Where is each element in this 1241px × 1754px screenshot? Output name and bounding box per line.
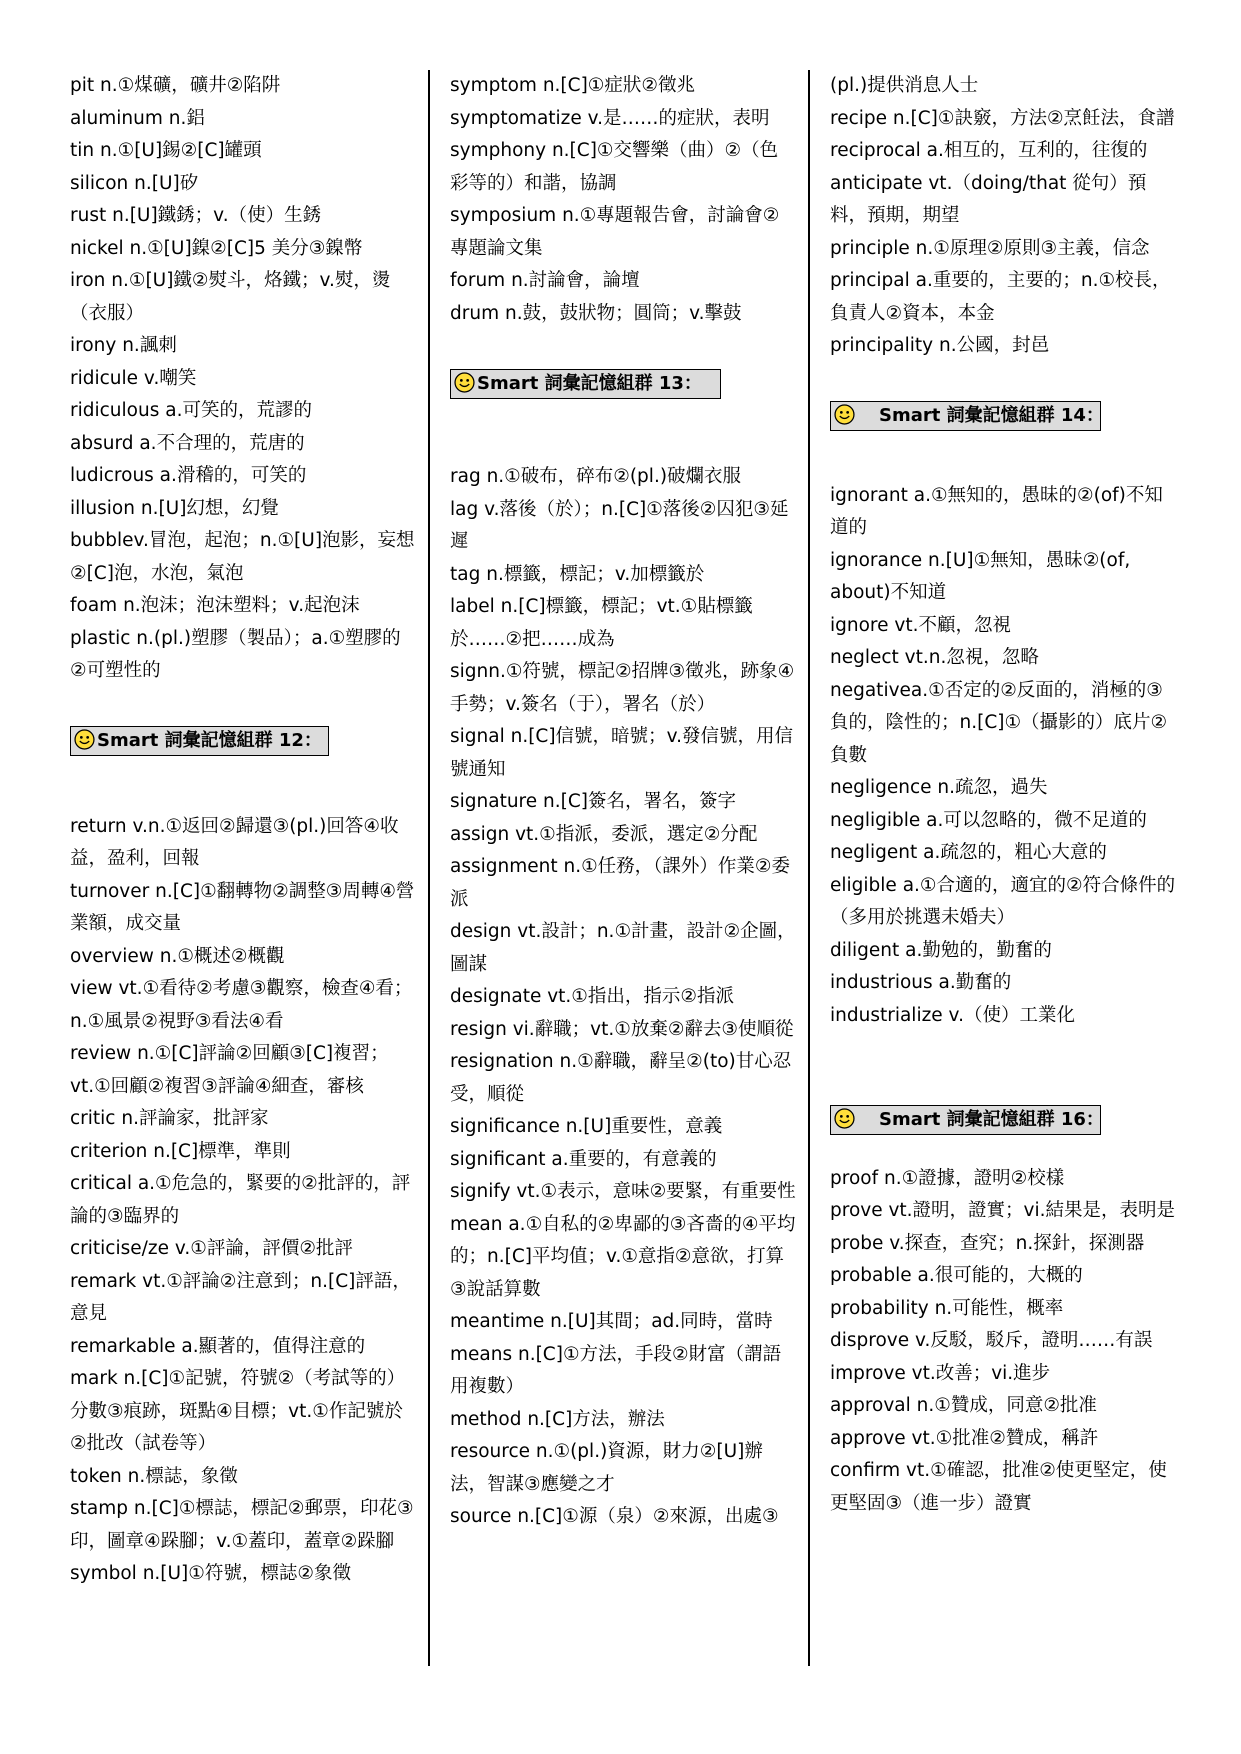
vocab-entry: irony n.諷刺 xyxy=(70,335,177,356)
vocab-entry: foam n.泡沫；泡沫塑料；v.起泡沫 xyxy=(70,595,360,616)
vocab-entry: principle n.①原理②原則③主義，信念 xyxy=(830,237,1150,259)
vocab-entry: return v.n.①返回②歸還③(pl.)回答④收益，盈利，回報 xyxy=(70,815,399,869)
vocab-entry: critical a.①危急的，緊要的②批評的，評論的③臨界的 xyxy=(70,1173,411,1227)
vocab-entry: token n.標誌，象徵 xyxy=(70,1465,238,1487)
vocab-entry: prove vt.證明，證實；vi.結果是，表明是 xyxy=(830,1200,1176,1221)
vocab-entry: neglect vt.n.忽視，忽略 xyxy=(830,647,1039,668)
vocab-list-col2-part1 xyxy=(450,70,796,330)
vocab-entry: symbol n.[U]①符號，標誌②象徵 xyxy=(70,1563,351,1584)
vocab-entry: meantime n.[U]其間；ad.同時，當時 xyxy=(450,1311,773,1332)
vocab-entry: bubblev.冒泡，起泡；n.①[U]泡影，妄想②[C]泡，水泡，氣泡 xyxy=(70,530,415,584)
vocab-entry: pit n.①煤礦，礦井②陷阱 xyxy=(70,75,281,96)
vocab-entry: assign vt.①指派，委派，選定②分配 xyxy=(450,823,758,845)
vocab-entry: principal a.重要的，主要的；n.①校長，負責人②資本，本金 xyxy=(830,270,1171,324)
vocab-entry: forum n.討論會，論壇 xyxy=(450,270,640,291)
vocab-entry: source n.[C]①源（泉）②來源，出處③ xyxy=(450,1506,779,1527)
vocab-entry: aluminum n.鋁 xyxy=(70,107,205,129)
column-divider-right xyxy=(808,70,810,1666)
vocab-list-col2-part2 xyxy=(450,461,796,1534)
vocab-entry: silicon n.[U]矽 xyxy=(70,172,199,194)
vocab-entry: symptomatize v.是……的症狀，表明 xyxy=(450,107,770,129)
vocab-entry: ridicule v.嘲笑 xyxy=(70,367,197,389)
vocab-entry: stamp n.[C]①標誌，標記②郵票，印花③印，圖章④跺腳；v.①蓋印，蓋章②跺腳 xyxy=(70,1498,414,1552)
vocab-entry: diligent a.勤勉的，勤奮的 xyxy=(830,939,1052,961)
vocab-entry: ignore vt.不顧，忽視 xyxy=(830,614,1011,636)
vocab-entry: signify vt.①表示，意味②要緊，有重要性 xyxy=(450,1181,796,1202)
section-box-12 xyxy=(70,726,329,756)
vocab-entry: view vt.①看待②考慮③觀察，檢查④看；n.①風景②視野③看法④看 xyxy=(70,978,413,1032)
smiley-icon xyxy=(74,729,95,750)
vocab-entry: assignment n.①任務，（課外）作業②委派 xyxy=(450,856,791,910)
vocab-entry: remarkable a.顯著的，值得注意的 xyxy=(70,1335,366,1357)
vocab-entry: probe v.探查，查究；n.探針，探測器 xyxy=(830,1232,1145,1254)
vocab-entry: probable a.很可能的，大概的 xyxy=(830,1265,1083,1286)
vocab-entry: proof n.①證據，證明②校樣 xyxy=(830,1167,1065,1189)
vocab-entry: recipe n.[C]①訣竅，方法②烹飪法，食譜 xyxy=(830,107,1175,129)
vocab-entry: eligible a.①合適的，適宜的②符合條件的（多用於挑選未婚夫） xyxy=(830,874,1176,928)
section-title-14: Smart 詞彙記憶組群 14： xyxy=(879,405,1104,426)
vocab-entry: negativea.①否定的②反面的，消極的③負的，陰性的；n.[C]①（攝影的）底片②負數 xyxy=(830,679,1168,766)
vocab-list-col3-part1 xyxy=(830,70,1176,363)
vocab-entry: significance n.[U]重要性，意義 xyxy=(450,1116,723,1137)
vocab-entry: rag n.①破布，碎布②(pl.)破爛衣服 xyxy=(450,466,742,487)
vocab-entry: resignation n.①辭職，辭呈②(to)甘心忍受，順從 xyxy=(450,1051,792,1105)
column-left xyxy=(70,70,416,1591)
vocab-list-col3-part3 xyxy=(830,1163,1176,1521)
vocab-entry: (pl.)提供消息人士 xyxy=(830,75,979,96)
vocab-entry: approval n.①贊成，同意②批准 xyxy=(830,1395,1097,1416)
vocab-entry: improve vt.改善；vi.進步 xyxy=(830,1362,1051,1384)
column-divider-left xyxy=(428,70,430,1666)
section-box-13 xyxy=(450,369,721,399)
column-right xyxy=(830,70,1176,1520)
vocab-entry: tag n.標籤，標記；v.加標籤於 xyxy=(450,563,705,585)
column-middle xyxy=(450,70,796,1534)
vocab-entry: mark n.[C]①記號，符號②（考試等的）分數③痕跡，斑點④目標；vt.①作記號於②批改（試卷等） xyxy=(70,1368,406,1454)
vocab-entry: signn.①符號，標記②招牌③徵兆，跡象④手勢；v.簽名（于），署名（於） xyxy=(450,661,795,715)
section-title-16: Smart 詞彙記憶組群 16： xyxy=(879,1108,1104,1130)
vocab-entry: symposium n.①專題報告會，討論會②專題論文集 xyxy=(450,205,780,259)
vocab-list-col3-part2 xyxy=(830,480,1176,1033)
vocab-list-col1-part1 xyxy=(70,70,416,688)
vocab-entry: ignorance n.[U]①無知，愚昧②(of, about)不知道 xyxy=(830,549,1131,603)
vocab-entry: ignorant a.①無知的，愚昧的②(of)不知道的 xyxy=(830,484,1163,538)
section-box-14 xyxy=(830,401,1104,431)
section-box-16 xyxy=(830,1105,1104,1135)
vocab-entry: mean a.①自私的②卑鄙的③吝嗇的④平均的；n.[C]平均值；v.①意指②意欲，打算③說話算數 xyxy=(450,1213,796,1300)
vocab-entry: negligence n.疏忽，過失 xyxy=(830,777,1048,798)
vocab-entry: means n.[C]①方法，手段②財富（謂語用複數） xyxy=(450,1343,782,1397)
vocab-entry: plastic n.(pl.)塑膠（製品）；a.①塑膠的②可塑性的 xyxy=(70,627,401,681)
smiley-icon xyxy=(834,404,855,425)
vocab-entry: designate vt.①指出，指示②指派 xyxy=(450,986,734,1007)
section-title-13: Smart 詞彙記憶組群 13： xyxy=(477,372,702,394)
vocab-entry: illusion n.[U]幻想，幻覺 xyxy=(70,497,279,519)
vocab-entry: method n.[C]方法，辦法 xyxy=(450,1408,665,1430)
vocab-entry: negligent a.疏忽的，粗心大意的 xyxy=(830,842,1107,863)
vocab-entry: tin n.①[U]錫②[C]罐頭 xyxy=(70,140,262,161)
vocab-entry: industrialize v.（使）工業化 xyxy=(830,1004,1075,1026)
vocab-entry: nickel n.①[U]鎳②[C]5 美分③鎳幣 xyxy=(70,237,363,259)
vocab-entry: disprove v.反駁，駁斥，證明……有誤 xyxy=(830,1330,1153,1351)
smiley-icon xyxy=(454,372,475,393)
vocab-entry: signature n.[C]簽名，署名，簽字 xyxy=(450,791,736,812)
vocab-entry: iron n.①[U]鐵②熨斗，烙鐵；v.熨，燙（衣服） xyxy=(70,270,391,324)
vocab-entry: probability n.可能性，概率 xyxy=(830,1297,1064,1319)
vocab-entry: overview n.①概述②概觀 xyxy=(70,945,285,967)
vocab-entry: reciprocal a.相互的，互利的，往復的 xyxy=(830,140,1148,161)
vocab-entry: review n.①[C]評論②回顧③[C]複習；vt.①回顧②複習③評論④細查，審核 xyxy=(70,1043,389,1097)
smiley-icon xyxy=(834,1108,855,1129)
vocab-entry: symptom n.[C]①症狀②徵兆 xyxy=(450,75,695,96)
vocab-entry: drum n.鼓，鼓狀物；圓筒；v.擊鼓 xyxy=(450,302,742,324)
vocab-list-col1-part2 xyxy=(70,811,416,1591)
vocab-entry: signal n.[C]信號，暗號；v.發信號，用信號通知 xyxy=(450,726,793,780)
vocab-entry: confirm vt.①確認，批准②使更堅定，使更堅固③（進一步）證實 xyxy=(830,1460,1167,1514)
vocab-entry: lag v.落後（於）；n.[C]①落後②囚犯③延遲 xyxy=(450,498,789,552)
vocab-entry: ridiculous a.可笑的，荒謬的 xyxy=(70,400,312,421)
vocab-entry: design vt.設計；n.①計畫，設計②企圖，圖謀 xyxy=(450,921,796,975)
vocab-entry: negligible a.可以忽略的，微不足道的 xyxy=(830,809,1147,831)
vocab-entry: rust n.[U]鐵銹；v.（使）生銹 xyxy=(70,205,322,226)
vocab-entry: industrious a.勤奮的 xyxy=(830,972,1012,993)
vocab-entry: principality n.公國，封邑 xyxy=(830,335,1050,356)
section-title-12: Smart 詞彙記憶組群 12： xyxy=(97,730,322,751)
vocab-entry: turnover n.[C]①翻轉物②調整③周轉④營業額，成交量 xyxy=(70,880,415,934)
vocab-entry: resource n.①(pl.)資源，財力②[U]辦法，智謀③應變之才 xyxy=(450,1441,763,1495)
vocab-entry: critic n.評論家，批評家 xyxy=(70,1108,269,1129)
vocab-entry: criticise/ze v.①評論，評價②批評 xyxy=(70,1238,353,1259)
vocab-entry: symphony n.[C]①交響樂（曲）②（色彩等的）和諧，協調 xyxy=(450,140,779,194)
vocab-entry: absurd a.不合理的，荒唐的 xyxy=(70,432,305,454)
vocab-entry: approve vt.①批准②贊成，稱許 xyxy=(830,1427,1099,1449)
vocab-entry: anticipate vt.（doing/that 從句）預料，預期，期望 xyxy=(830,172,1147,226)
vocab-entry: resign vi.辭職；vt.①放棄②辭去③使順從 xyxy=(450,1018,794,1040)
vocab-entry: remark vt.①評論②注意到；n.[C]評語，意見 xyxy=(70,1270,411,1324)
vocab-entry: significant a.重要的，有意義的 xyxy=(450,1148,717,1170)
vocab-entry: criterion n.[C]標準，準則 xyxy=(70,1140,291,1162)
vocab-entry: label n.[C]標籤，標記；vt.①貼標籤於……②把……成為 xyxy=(450,596,753,650)
vocab-entry: ludicrous a.滑稽的，可笑的 xyxy=(70,465,307,486)
